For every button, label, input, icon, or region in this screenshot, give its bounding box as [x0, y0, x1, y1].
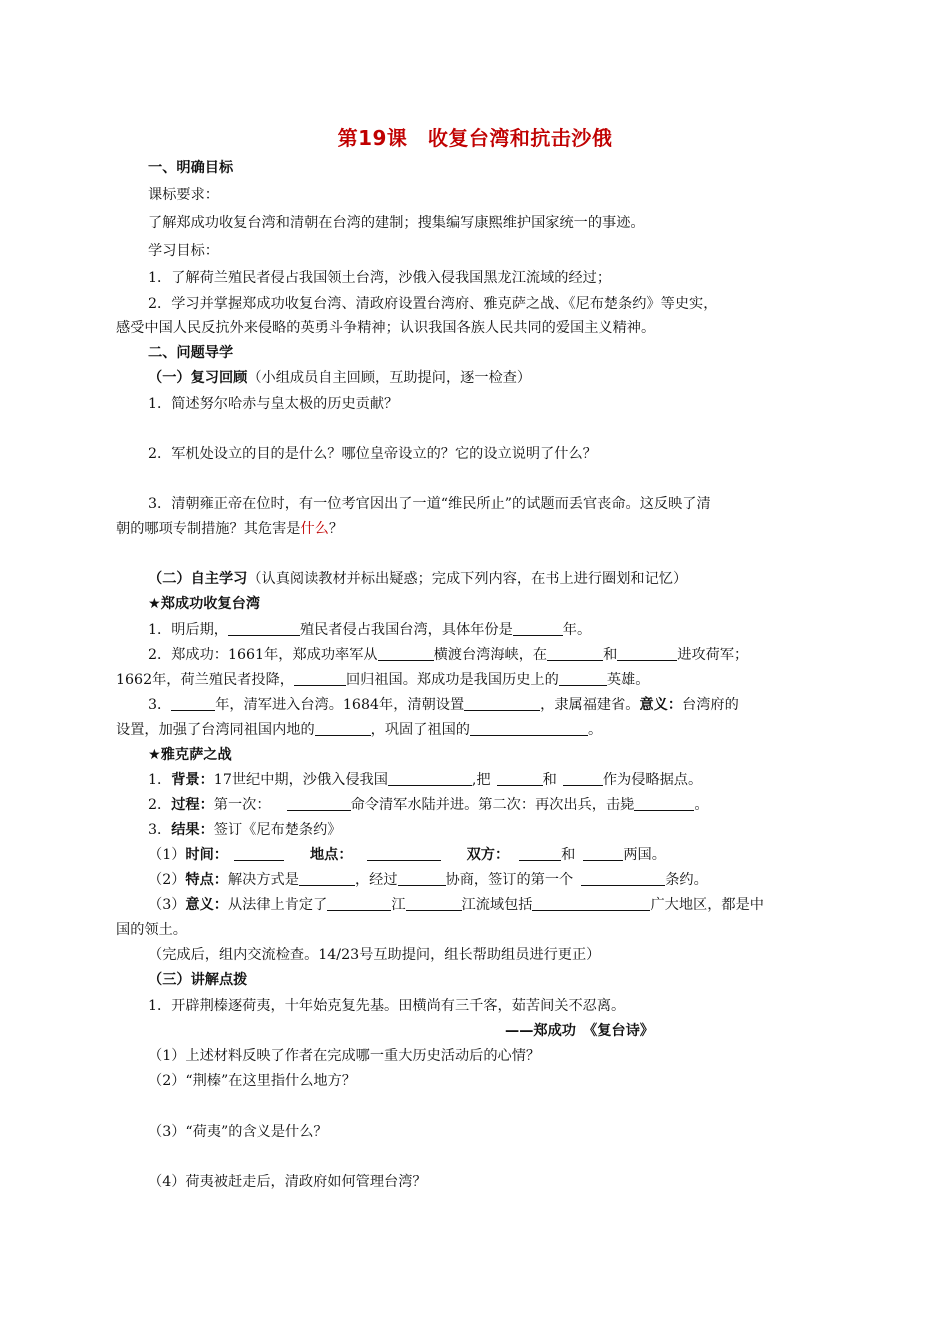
review-title: （一）复习回顾	[148, 370, 248, 386]
fill-line-y1: 1．背景：17世纪中期，沙俄入侵我国 ,把 和 作为侵略据点。	[148, 772, 703, 788]
blank[interactable]	[299, 871, 355, 886]
fill-line-r3: （3）意义：从法律上肯定了 江 江流域包括 广大地区，都是中	[148, 897, 764, 913]
goal-2-line-1: 2．学习并掌握郑成功收复台湾、清政府设置台湾府、雅克萨之战、《尼布楚条约》等史实，	[148, 296, 718, 312]
section-heading-guide: 二、问题导学	[148, 345, 234, 361]
blank[interactable]	[519, 846, 561, 861]
curriculum-text: 了解郑成功收复台湾和清朝在台湾的建制；搜集编写康熙维护国家统一的事迹。	[148, 215, 645, 231]
goal-2-line-2: 感受中国人民反抗外来侵略的英勇斗争精神；认识我国各族人民共同的爱国主义精神。	[116, 320, 656, 336]
review-heading	[148, 367, 531, 389]
blank[interactable]	[234, 846, 284, 861]
review-question-3-line-1: 3．清朝雍正帝在位时，有一位考官因出了一道“维民所止”的试题而丢官丧命。这反映了清	[148, 496, 711, 512]
fill-line-y3: 3．结果：签订《尼布楚条约》	[148, 822, 342, 838]
poem-question-1: （1）上述材料反映了作者在完成哪一重大历史活动后的心情？	[148, 1048, 541, 1064]
blank[interactable]	[563, 771, 603, 786]
blank[interactable]	[513, 621, 563, 636]
goal-1: 1．了解荷兰殖民者侵占我国领土台湾，沙俄入侵我国黑龙江流域的经过；	[148, 270, 612, 286]
explain-heading: （三）讲解点拨	[148, 972, 248, 988]
blank[interactable]	[378, 646, 434, 661]
self-study-note: （认真阅读教材并标出疑惑；完成下列内容，在书上进行圈划和记忆）	[247, 571, 688, 587]
completion-note: （完成后，组内交流检查。14/23号互助提问，组长帮助组员进行更正）	[148, 947, 601, 963]
blank[interactable]	[470, 721, 588, 736]
fill-line-z1: 1．明后期， 殖民者侵占我国台湾，具体年份是 年。	[148, 622, 592, 638]
fill-line-z3: 3． 年，清军进入台湾。1684年，清朝设置 ，隶属福建省。意义：台湾府的	[148, 697, 739, 713]
fill-line-z2b: 1662年，荷兰殖民者投降， 回归祖国。郑成功是我国历史上的 英雄。	[116, 672, 650, 688]
lesson-title: 第19课 收复台湾和抗击沙俄	[337, 126, 613, 150]
blank[interactable]	[583, 846, 623, 861]
blank[interactable]	[532, 896, 650, 911]
blank[interactable]	[634, 796, 694, 811]
learning-goals-label: 学习目标：	[148, 243, 219, 259]
blank[interactable]	[388, 771, 472, 786]
blank[interactable]	[171, 696, 215, 711]
self-study-heading	[148, 568, 687, 590]
fill-line-r2: （2）特点：解决方式是 ，经过 协商，签订的第一个 条约。	[148, 872, 708, 888]
blank[interactable]	[287, 796, 351, 811]
blank[interactable]	[367, 846, 441, 861]
review-question-1: 1．简述努尔哈赤与皇太极的历史贡献？	[148, 396, 399, 412]
blank[interactable]	[327, 896, 391, 911]
fill-line-z2: 2．郑成功：1661年，郑成功率军从 横渡台湾海峡，在 和 进攻荷军；	[148, 647, 749, 663]
curriculum-label: 课标要求：	[148, 187, 219, 203]
blank[interactable]	[398, 871, 446, 886]
review-question-2: 2．军机处设立的目的是什么？哪位皇帝设立的？它的设立说明了什么？	[148, 446, 597, 462]
review-note: （小组成员自主回顾，互助提问，逐一检查）	[247, 370, 532, 386]
fill-line-r3b: 国的领土。	[116, 922, 187, 938]
section-heading-goals: 一、明确目标	[148, 160, 234, 176]
red-highlight: 什么	[300, 521, 329, 537]
review-question-3-line-2: 朝的哪项专制措施？其危害是什么？	[116, 521, 344, 537]
topic-yaksa: ★雅克萨之战	[148, 747, 232, 763]
poem-question-4: （4）荷夷被赶走后，清政府如何管理台湾？	[148, 1174, 427, 1190]
fill-line-r1: （1）时间： 地点： 双方： 和 两国。	[148, 847, 666, 863]
self-study-title: （二）自主学习	[148, 571, 248, 587]
fill-line-z3b: 设置，加强了台湾同祖国内地的 ，巩固了祖国的 。	[116, 722, 603, 738]
blank[interactable]	[547, 646, 603, 661]
fill-line-y2: 2．过程：第一次： 命令清军水陆并进。第二次：再次出兵，击毙 。	[148, 797, 709, 813]
blank[interactable]	[581, 871, 665, 886]
blank[interactable]	[497, 771, 543, 786]
blank[interactable]	[617, 646, 677, 661]
blank[interactable]	[406, 896, 462, 911]
blank[interactable]	[228, 621, 300, 636]
blank[interactable]	[559, 671, 607, 686]
topic-zheng-chenggong: ★郑成功收复台湾	[148, 596, 261, 612]
blank[interactable]	[315, 721, 371, 736]
blank[interactable]	[294, 671, 346, 686]
poem-question-2: （2）“荆榛”在这里指什么地方？	[148, 1073, 356, 1089]
poem-source: ——郑成功 《复台诗》	[505, 1023, 654, 1039]
poem-question-3: （3）“荷夷”的含义是什么？	[148, 1124, 328, 1140]
poem-text: 1．开辟荆榛逐荷夷，十年始克复先基。田横尚有三千客，茹苦间关不忍离。	[148, 998, 626, 1014]
blank[interactable]	[464, 696, 540, 711]
